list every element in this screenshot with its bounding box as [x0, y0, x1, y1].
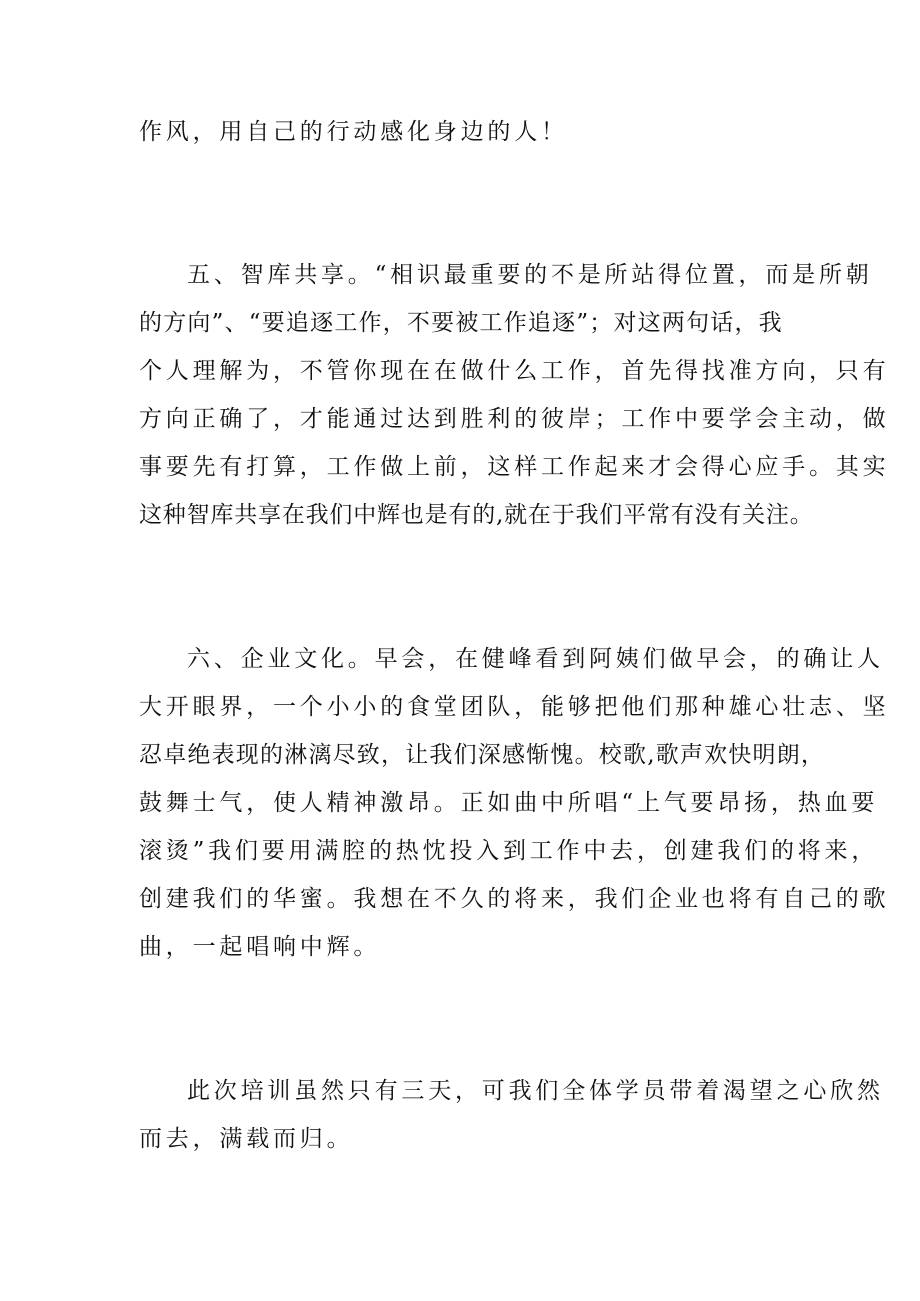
text-line: 五、智库共享。“相识最重要的不是所站得位置，而是所朝: [187, 262, 873, 288]
text-line: 方向正确了，才能通过达到胜利的彼岸；工作中要学会主动，做: [139, 406, 890, 432]
text-line: 滚烫”我们要用满腔的热忱投入到工作中去，创建我们的将来，: [139, 838, 879, 864]
text-line: 忍卓绝表现的淋漓尽致，让我们深感惭愧。校歌,歌声欢快明朗，: [139, 742, 826, 768]
text-line: 的方向”、“要追逐工作，不要被工作追逐”；对这两句话，我: [139, 310, 783, 336]
text-line: 事要先有打算，工作做上前，这样工作起来才会得心应手。其实: [139, 454, 890, 480]
text-line: 这种智库共享在我们中辉也是有的,就在于我们平常有没有关注。: [139, 502, 814, 528]
text-line: 此次培训虽然只有三天，可我们全体学员带着渴望之心欣然: [187, 1078, 884, 1104]
text-line: 曲，一起唱响中辉。: [139, 934, 381, 960]
text-line: 大开眼界，一个小小的食堂团队，能够把他们那种雄心壮志、坚: [139, 694, 890, 720]
text-line: 创建我们的华蜜。我想在不久的将来，我们企业也将有自己的歌: [139, 886, 890, 912]
text-line: 鼓舞士气，使人精神激昂。正如曲中所唱“上气要昂扬，热血要: [139, 790, 879, 816]
text-line: 六、企业文化。早会，在健峰看到阿姨们做早会，的确让人: [187, 646, 884, 672]
text-line: 而去，满载而归。: [139, 1126, 354, 1152]
text-line: 作风，用自己的行动感化身边的人！: [139, 119, 568, 145]
text-line: 个人理解为，不管你现在在做什么工作，首先得找准方向，只有: [139, 358, 890, 384]
